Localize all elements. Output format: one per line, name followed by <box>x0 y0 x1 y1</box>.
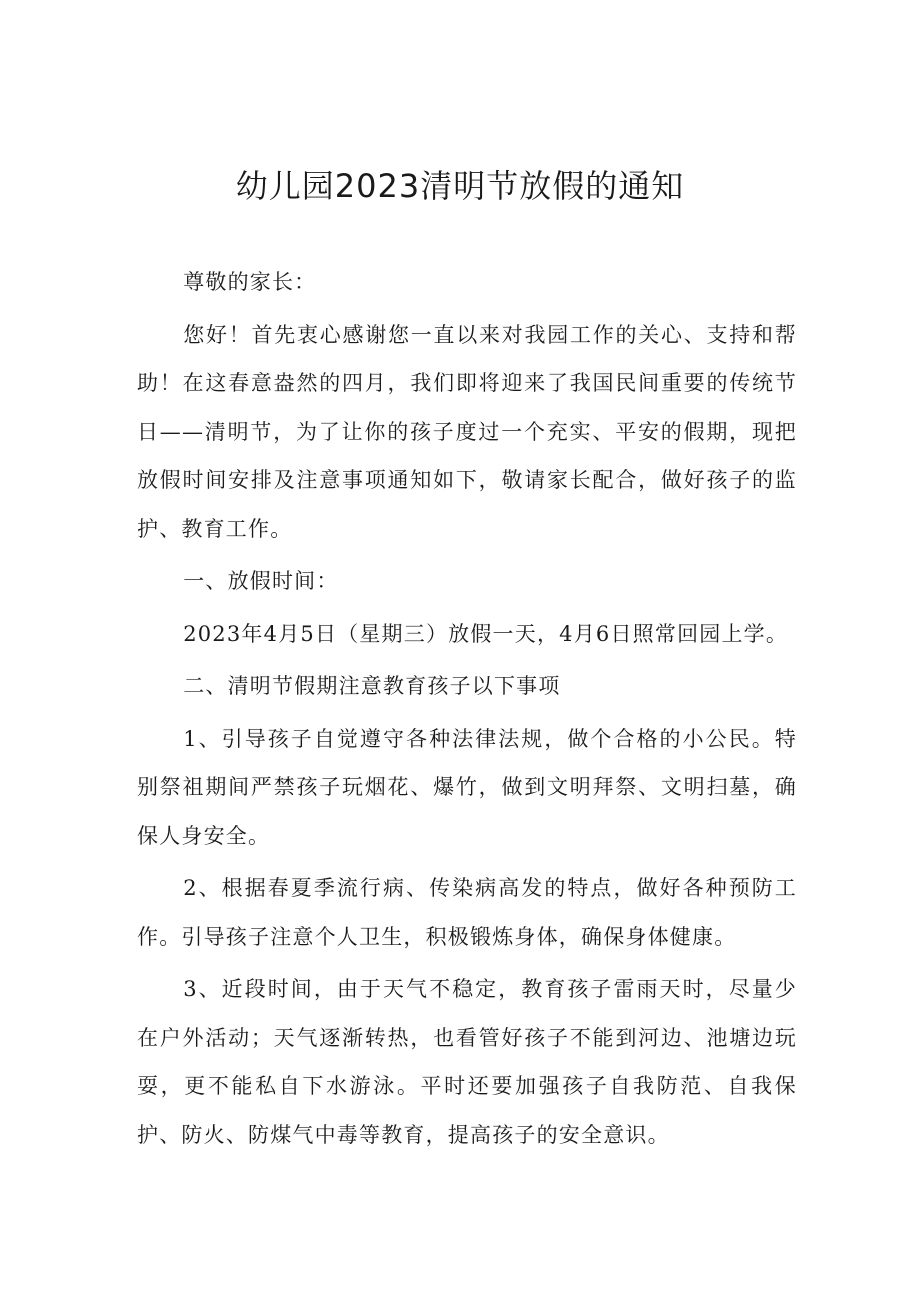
intro-paragraph: 您好！首先衷心感谢您一直以来对我园工作的关心、支持和帮助！在这春意盎然的四月，我们即将迎来了我国民间重要的传统节日——清明节，为了让你的孩子度过一个充实、平安的假期，现把放假时间安排及注意事项通知如下，敬请家长配合，做好孩子的监护、教育工作。 <box>137 322 797 541</box>
notice-title: 幼儿园2023清明节放假的通知 <box>235 167 685 205</box>
notice-body <box>137 258 797 1159</box>
section-1-heading: 一、放假时间： <box>183 569 339 593</box>
section-1-text: 2023年4月5日（星期三）放假一天，4月6日照常回园上学。 <box>183 621 789 646</box>
section-2-item-1: 1、引导孩子自觉遵守各种法律法规，做个合格的小公民。特别祭祖期间严禁孩子玩烟花、爆竹，做到文明拜祭、文明扫墓，确保人身安全。 <box>137 726 797 848</box>
section-2-item-2: 2、根据春夏季流行病、传染病高发的特点，做好各种预防工作。引导孩子注意个人卫生，积极锻炼身体，确保身体健康。 <box>137 876 797 949</box>
section-2-item-3: 3、近段时间，由于天气不稳定，教育孩子雷雨天时，尽量少在户外活动；天气逐渐转热，也看管好孩子不能到河边、池塘边玩耍，更不能私自下水游泳。平时还要加强孩子自我防范、自我保护、防火、防煤气中毒等教育，提高孩子的安全意识。 <box>137 977 797 1147</box>
section-2-heading: 二、清明节假期注意教育孩子以下事项 <box>183 674 561 698</box>
salutation: 尊敬的家长： <box>183 270 317 294</box>
